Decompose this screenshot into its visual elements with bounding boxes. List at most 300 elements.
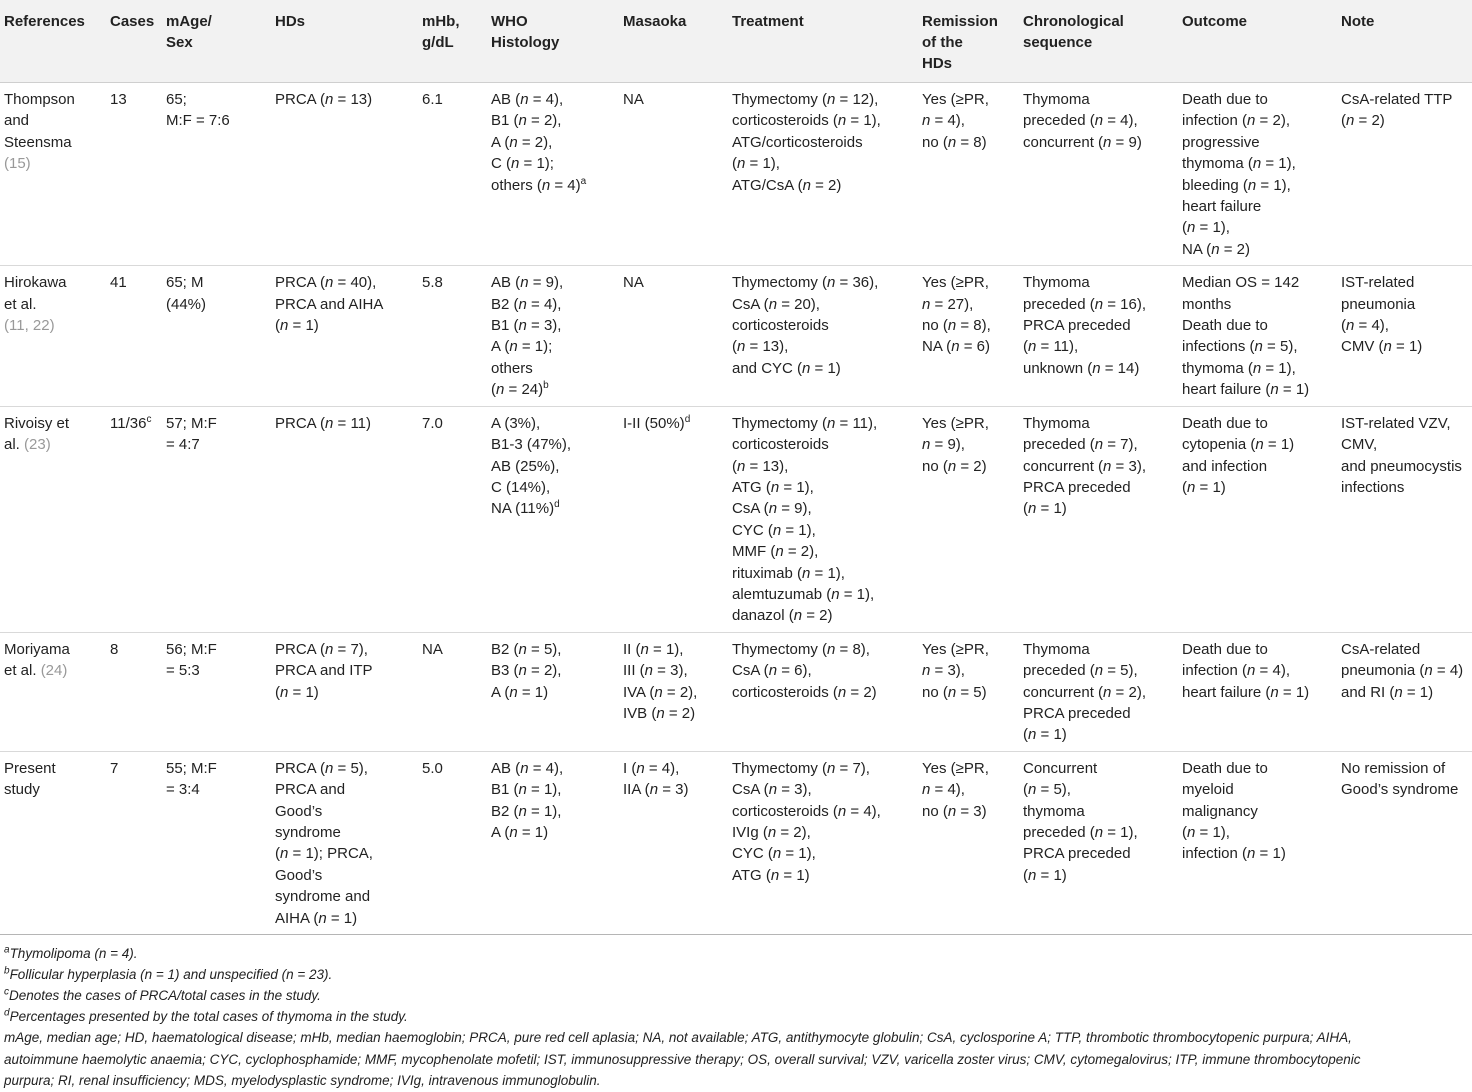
table-cell [1341,406,1472,632]
citation-ref: (23) [24,436,51,454]
footnote-mark: d [554,499,560,511]
column-header-line: Histology [491,34,560,51]
column-header-line: Outcome [1182,13,1248,30]
cell-line: Good’s [275,802,323,820]
table-cell [110,406,166,632]
cell-line: ATG/corticosteroids [732,133,863,151]
table-cell [623,266,732,406]
table-cell [1023,406,1182,632]
cell-line: et al. (24) [4,662,68,680]
cell-line: concurrent (n = 9) [1023,133,1142,151]
cell-line: ATG (n = 1), [732,478,814,496]
column-header-line: mAge/ [166,13,212,30]
cell-line: B1-3 (47%), [491,436,572,454]
cell-line: Thymectomy (n = 36), [732,274,879,292]
table-cell [1023,632,1182,751]
cell-line: n = 4), [922,781,965,799]
cell-line: et al. [4,295,37,313]
column-header [166,0,275,83]
cell-line: 57; M:F [166,414,217,432]
cell-line: corticosteroids (n = 4), [732,802,881,820]
cell-line: and pneumocystis [1341,457,1462,475]
cell-line: n = 4), [922,112,965,130]
cell-line: unknown (n = 14) [1023,359,1140,377]
cell-line: B1 (n = 3), [491,317,562,335]
cell-line: Yes (≥PR, [922,274,989,292]
cell-line: CsA (n = 6), [732,662,812,680]
footnote [4,964,1466,985]
footnote-mark: b [4,965,10,977]
cell-line: CsA (n = 20), [732,295,820,313]
cell-line: corticosteroids [732,436,829,454]
table-cell [732,83,922,266]
table-body [0,83,1472,935]
cell-line: 7 [110,759,119,777]
table-cell [623,406,732,632]
cell-line: Death due to [1182,640,1268,658]
cell-line: (n = 2) [1341,112,1385,130]
column-header-line: Sex [166,34,193,51]
cell-line: A (3%), [491,414,541,432]
cell-line: syndrome [275,824,341,841]
cell-line: IVB (n = 2) [623,704,696,722]
table-cell [732,751,922,934]
cell-line: Thymoma [1023,414,1090,432]
column-header [623,0,732,83]
cell-line: PRCA and [275,781,346,799]
table-cell [1341,632,1472,751]
cell-line: Moriyama [4,640,70,658]
cell-line: alemtuzumab (n = 1), [732,585,875,603]
table-cell [275,751,422,934]
table-row [0,751,1472,934]
cell-line: (n = 1), [732,155,780,173]
cell-line: B2 (n = 5), [491,640,562,658]
column-header-line: mHb, [422,13,460,30]
column-header-line: g/dL [422,34,454,51]
cell-line: 6.1 [422,91,443,108]
cell-line: ATG/CsA (n = 2) [732,176,842,194]
cell-line: thymoma [1023,802,1085,820]
table-cell [491,751,623,934]
cell-line: NA $(11\%)^d$ [491,499,560,518]
cell-line: A (n = 1) [491,824,549,841]
table-cell [275,406,422,632]
column-header-line: Treatment [732,13,804,30]
cell-line: infection (n = 1) [1182,845,1286,863]
table-cell [422,632,491,751]
table-cell [491,83,623,266]
cell-line: B2 (n = 1), [491,802,562,820]
cell-line: al. (23) [4,436,51,454]
cell-line: 65; [166,91,187,108]
cell-line: IVIg (n = 2), [732,824,811,841]
cell-line: Death due to [1182,414,1268,432]
footnote-mark: c [4,986,9,998]
cell-line: B1 (n = 1), [491,781,562,799]
column-header [1341,0,1472,83]
column-header-line: Remission [922,13,998,30]
cell-line: pneumonia [1341,295,1416,313]
table-row [0,406,1472,632]
table-cell [623,751,732,934]
column-header-line: References [4,13,85,30]
footnote-list [4,943,1466,1027]
cell-line: 11/36$^c$ [110,413,152,432]
cell-line: Thymectomy (n = 12), [732,91,879,108]
table-cell [1341,751,1472,934]
cell-line: study [4,781,40,799]
cell-line: Death due to [1182,91,1268,108]
table-cell [491,632,623,751]
cell-line: preceded (n = 1), [1023,824,1138,841]
cell-line: A (n = 1); [491,338,553,356]
cell-line: = 3:4 [166,781,200,799]
cell-line: bleeding (n = 1), [1182,176,1291,194]
cell-line: (n = 1) [1023,866,1067,884]
footnote [4,943,1466,964]
cell-line: C (14%), [491,478,551,496]
cell-line: no (n = 8) [922,133,987,151]
cell-line: Median OS = 142 [1182,274,1300,292]
cell-line: IST-related VZV, [1341,414,1451,432]
cell-line: III (n = 3), [623,662,688,680]
cell-line: concurrent (n = 3), [1023,457,1146,475]
table-row [0,266,1472,406]
footnote-mark: d [684,413,691,425]
cell-line: CYC (n = 1), [732,521,816,539]
table-cell [0,751,110,934]
cell-line: Thymectomy (n = 7), [732,759,870,777]
cell-line: thymoma (n = 1), [1182,359,1296,377]
cell-line: and RI (n = 1) [1341,683,1434,701]
abbreviation-line: purpura; RI, renal insufficiency; MDS, myelodysplastic syndrome; IVIg, intravenous immunoglobulin. [4,1073,601,1088]
table-cell [275,83,422,266]
cell-line: PRCA preceded [1023,704,1131,722]
cell-line: IVA (n = 2), [623,683,698,701]
cell-line: Thymoma [1023,640,1090,658]
table-cell [922,751,1023,934]
footnote-text: Follicular hyperplasia (n = 1) and unspecified (n = 23). [9,967,333,982]
cell-line: AB (n = 9), [491,274,564,292]
cell-line: 55; M:F [166,759,217,777]
cell-line: rituximab (n = 1), [732,564,845,582]
table-cell [922,406,1023,632]
cell-line: Good’s syndrome [1341,781,1459,799]
cell-line: CsA-related [1341,640,1421,658]
cell-line: thymoma (n = 1), [1182,155,1296,173]
cell-line: corticosteroids (n = 1), [732,112,881,130]
cell-line: progressive [1182,133,1260,151]
cell-line: Present [4,759,56,777]
column-header-line: WHO [491,13,528,30]
cell-line: n = 9), [922,436,965,454]
footnote [4,1006,1466,1027]
table-cell [0,266,110,406]
table-cell [166,266,275,406]
cell-line: syndrome and [275,888,371,906]
cell-line: (n = 1) [275,317,319,335]
cell-line [4,315,110,336]
table-cell [1182,632,1341,751]
table-cell [922,266,1023,406]
cell-line: 8 [110,640,119,658]
cell-line: no (n = 2) [922,457,987,475]
cell-line: A (n = 1) [491,683,549,701]
cell-line: = 4:7 [166,436,200,454]
table-cell [275,266,422,406]
citation-ref: (24) [40,662,68,680]
cell-line: 5.8 [422,274,443,292]
footnote-mark: c [146,413,152,425]
table-cell [491,266,623,406]
cell-line: 65; M [166,274,204,292]
cell-line: danazol (n = 2) [732,607,833,625]
cell-line: NA [623,91,644,108]
cell-line: PRCA and AIHA [275,295,384,313]
cell-line: pneumonia (n = 4) [1341,662,1464,680]
cell-line: concurrent (n = 2), [1023,683,1146,701]
cell-line: PRCA (n = 40), [275,274,377,292]
cell-line: Yes (≥PR, [922,759,989,777]
table-cell [422,751,491,934]
abbreviation-list [4,1027,1466,1092]
cell-line: B1 (n = 2), [491,112,562,130]
table-header-row [0,0,1472,83]
table-cell [491,406,623,632]
cell-line: NA (n = 2) [1182,240,1250,258]
table-cell [0,632,110,751]
column-header [1182,0,1341,83]
cell-line: months [1182,295,1232,313]
column-header-line: Note [1341,13,1375,30]
cell-line: 13 [110,91,127,108]
table-cell [422,83,491,266]
cell-line: CMV, [1341,436,1378,454]
footnote-text: Thymolipoma (n = 4). [9,946,138,961]
cell-line: preceded (n = 16), [1023,295,1147,313]
table-cell [732,266,922,406]
table-cell [110,632,166,751]
column-header [491,0,623,83]
column-header-line: Chronological [1023,13,1124,30]
column-header-line: HDs [922,55,953,72]
column-header [922,0,1023,83]
cell-line: (n = 1), [1182,824,1230,841]
cell-line: myeloid [1182,781,1234,799]
cell-line: (n = 1); PRCA, [275,845,373,863]
cell-line: preceded (n = 7), [1023,436,1138,454]
column-header [422,0,491,83]
cell-line: heart failure (n = 1) [1182,381,1310,399]
footnote-mark: a [4,944,10,956]
cell-line: n = 3), [922,662,965,680]
table-cell [922,632,1023,751]
table-cell [0,83,110,266]
citation-ref: (11, 22) [4,317,55,335]
footnote-mark: a [580,175,587,187]
cell-line: Steensma [4,133,72,151]
cell-line: malignancy [1182,802,1258,820]
cell-line: Thymectomy (n = 8), [732,640,870,658]
cell-line: others [491,359,533,377]
column-header [275,0,422,83]
cell-line: and CYC (n = 1) [732,359,841,377]
cell-line: = 5:3 [166,662,200,680]
cell-line: (n = 5), [1023,781,1071,799]
cell-line: PRCA and ITP [275,662,373,680]
cell-line: preceded (n = 4), [1023,112,1138,130]
cell-line: ATG (n = 1) [732,866,810,884]
table-cell [0,406,110,632]
cell-line: PRCA preceded [1023,317,1131,335]
abbreviation-line: autoimmune haemolytic anaemia; CYC, cyclophosphamide; MMF, mycophenolate mofetil; IST, immunosuppressive therapy; OS, overall survival; VZV, varicella zoster virus; CMV, cytomegalovirus; ITP, immune thrombocytopenic [4,1051,1361,1067]
table-cell [922,83,1023,266]
table-cell [166,406,275,632]
abbreviation-line: mAge, median age; HD, haematological disease; mHb, median haemoglobin; PRCA, pure red cell aplasia; NA, not available; ATG, antithymocyte globulin; CsA, cyclosporine A; TTP, thrombotic thrombocytopenic purpura; AIHA, [4,1030,1352,1045]
cell-line: no (n = 5) [922,683,987,701]
cell-line: PRCA (n = 13) [275,91,373,108]
cell-line [4,153,110,174]
cell-line: 56; M:F [166,640,217,658]
cell-line: 7.0 [422,414,443,432]
cell-line: no (n = 3) [922,802,987,820]
cell-line: CYC (n = 1), [732,845,816,863]
column-header [110,0,166,83]
column-header-line: HDs [275,13,306,30]
cell-line: PRCA preceded [1023,478,1131,496]
table-cell [623,632,732,751]
table-row [0,83,1472,266]
table-cell [1023,751,1182,934]
cell-line: PRCA preceded [1023,845,1131,863]
cell-line: A (n = 2), [491,133,553,151]
cell-line: corticosteroids (n = 2) [732,683,877,701]
cell-line: IST-related [1341,274,1415,292]
cell-line: IIA (n = 3) [623,781,689,799]
cell-line: (n = 1), [1182,219,1230,237]
column-header [0,0,110,83]
cell-line: Yes (≥PR, [922,91,989,108]
cell-line: B2 (n = 4), [491,295,562,313]
table-cell [1182,266,1341,406]
footnote [4,985,1466,1006]
column-header [1023,0,1182,83]
cell-line: Thompson [4,91,75,108]
cell-line: Thymoma [1023,91,1090,108]
table-cell [422,406,491,632]
cell-line: (n = 1) [1182,478,1226,496]
table-cell [110,751,166,934]
cell-line: MMF (n = 2), [732,543,819,561]
cell-line: infections (n = 5), [1182,338,1298,356]
cell-line: infection (n = 4), [1182,662,1290,680]
cell-line: PRCA (n = 7), [275,640,368,658]
cell-line: AIHA (n = 1) [275,909,358,927]
cell-line: M:F = 7:6 [166,112,230,130]
cell-line: cytopenia (n = 1) [1182,436,1295,454]
table-cell [732,406,922,632]
cell-line: NA [422,640,443,658]
cell-line: n = 27), [922,295,974,313]
cell-line: C (n = 1); [491,155,554,173]
cell-line: AB (n = 4), [491,759,564,777]
table-cell [1023,266,1182,406]
table-cell [1182,751,1341,934]
table-cell [422,266,491,406]
table-cell [110,83,166,266]
column-header-line: Masaoka [623,13,687,30]
cell-line: Thymectomy (n = 11), [732,414,878,432]
table-cell [166,632,275,751]
cell-line: 41 [110,274,127,292]
cell-line: infections [1341,478,1405,496]
cell-line: Concurrent [1023,759,1098,777]
table-cell [275,632,422,751]
table-cell [110,266,166,406]
table-cell [732,632,922,751]
cell-line: CsA-related TTP [1341,91,1453,108]
cell-line: (n = 13), [732,338,789,356]
cell-line: Thymoma [1023,274,1090,292]
cell-line: PRCA (n = 5), [275,759,368,777]
cell-line: (n = 24)$^b$ [491,380,549,399]
cell-line: (n = 11), [1023,338,1079,356]
cell-line: infection (n = 2), [1182,112,1290,130]
table-row [0,632,1472,751]
cell-line: No remission of [1341,759,1446,777]
cell-line: preceded (n = 5), [1023,662,1138,680]
cell-line: and infection [1182,457,1268,475]
cell-line: Yes (≥PR, [922,414,989,432]
cell-line: and [4,112,30,130]
cell-line: CMV (n = 1) [1341,338,1423,356]
cell-line: heart failure [1182,198,1262,216]
cell-line: no (n = 8), [922,317,991,335]
cell-line: heart failure (n = 1) [1182,683,1310,701]
cell-line: (n = 4), [1341,317,1389,335]
cell-line: NA (n = 6) [922,338,990,356]
cell-line: I-II $(50\%)^d$ [623,413,691,432]
column-header [732,0,922,83]
cell-line: PRCA (n = 11) [275,414,372,432]
cell-line: Death due to [1182,317,1268,335]
cell-line: Rivoisy et [4,414,70,432]
cell-line: others (n = 4)$^a$ [491,175,587,194]
table-cell [623,83,732,266]
table-cell [1182,406,1341,632]
column-header-line: sequence [1023,34,1093,51]
table-cell [1341,266,1472,406]
cell-line: II (n = 1), [623,640,684,658]
cell-line: (n = 1) [1023,500,1067,518]
cell-line: Yes (≥PR, [922,640,989,658]
table-cell [1023,83,1182,266]
cell-line: NA [623,274,644,292]
column-header-line: Cases [110,13,155,30]
cell-line: I (n = 4), [623,759,680,777]
footnote-text: Denotes the cases of PRCA/total cases in the study. [9,988,321,1003]
cell-line: (44%) [166,295,207,313]
cell-line: (n = 13), [732,457,789,475]
footnote-mark: d [4,1007,10,1019]
cell-line: corticosteroids [732,317,829,335]
cell-line: Good’s [275,866,323,884]
cell-line: AB (25%), [491,457,560,475]
table-footnotes [4,943,1466,1092]
footnote-mark: b [543,380,549,392]
footnote-text: Percentages presented by the total cases of thymoma in the study. [9,1009,408,1024]
